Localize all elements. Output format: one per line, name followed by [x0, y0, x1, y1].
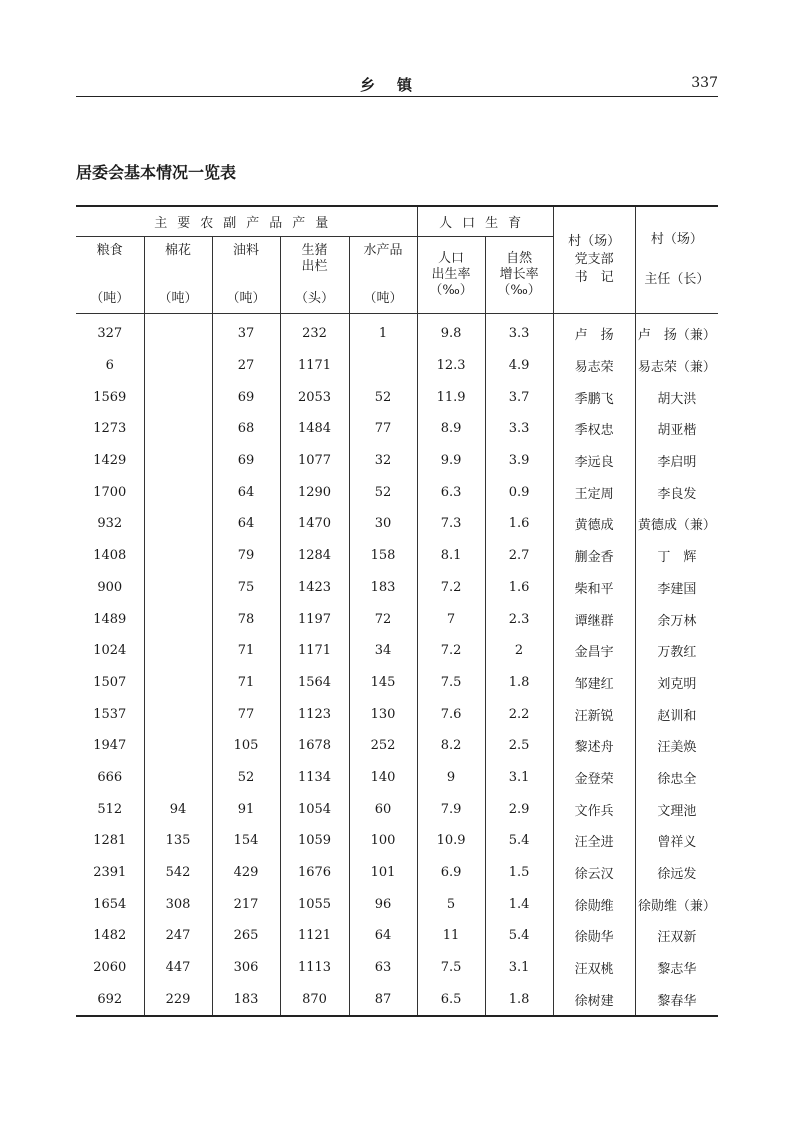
- cell-aquatic: 252: [349, 730, 417, 762]
- table-row: [76, 635, 718, 667]
- col-header-oil: [212, 237, 280, 314]
- cell-pig: 1284: [280, 540, 349, 572]
- cell-birth-rate: 7.2: [417, 635, 485, 667]
- cell-pig: 1484: [280, 413, 349, 445]
- cell-director: 赵训和: [635, 698, 718, 730]
- cell-pig: 1054: [280, 793, 349, 825]
- cell-aquatic: 60: [349, 793, 417, 825]
- cell-secretary: 季权忠: [553, 413, 635, 445]
- cell-cotton: [144, 445, 212, 477]
- col-header-cotton: [144, 237, 212, 314]
- birth-name1: 人口: [438, 251, 465, 266]
- table-row: [76, 508, 718, 540]
- cell-director: 胡亚楷: [635, 413, 718, 445]
- cell-growth-rate: 3.3: [485, 413, 553, 445]
- cell-director: 李良发: [635, 476, 718, 508]
- cell-cotton: 447: [144, 952, 212, 984]
- table-row: [76, 920, 718, 952]
- secretary-line2: 党支部: [574, 252, 614, 267]
- table-row: [76, 793, 718, 825]
- table-row: [76, 762, 718, 794]
- cell-oil: 37: [212, 314, 280, 350]
- cell-growth-rate: 3.9: [485, 445, 553, 477]
- cell-pig: 1676: [280, 857, 349, 889]
- cell-grain: 1281: [76, 825, 144, 857]
- cell-director: 汪美焕: [635, 730, 718, 762]
- cell-director: 刘克明: [635, 667, 718, 699]
- cell-grain: 1507: [76, 667, 144, 699]
- cell-secretary: 汪新锐: [553, 698, 635, 730]
- cell-cotton: [144, 603, 212, 635]
- cell-director: 徐远发: [635, 857, 718, 889]
- cell-grain: 692: [76, 983, 144, 1016]
- cell-director: 李建国: [635, 572, 718, 604]
- cell-aquatic: 158: [349, 540, 417, 572]
- cell-birth-rate: 6.3: [417, 476, 485, 508]
- header-title: 乡镇: [359, 76, 434, 94]
- cell-cotton: [144, 350, 212, 382]
- running-header: [76, 74, 718, 97]
- table-row: [76, 572, 718, 604]
- cell-pig: 1123: [280, 698, 349, 730]
- cell-aquatic: 72: [349, 603, 417, 635]
- table-row: [76, 952, 718, 984]
- cell-pig: 1077: [280, 445, 349, 477]
- cell-grain: 1654: [76, 888, 144, 920]
- growth-name2: 增长率: [499, 267, 539, 282]
- cell-pig: 1423: [280, 572, 349, 604]
- table-row: [76, 445, 718, 477]
- cell-growth-rate: 5.4: [485, 825, 553, 857]
- cell-secretary: 谭继群: [553, 603, 635, 635]
- table-row: [76, 476, 718, 508]
- cell-growth-rate: 2.5: [485, 730, 553, 762]
- cell-aquatic: 1: [349, 314, 417, 350]
- cell-growth-rate: 1.8: [485, 667, 553, 699]
- cell-grain: 6: [76, 350, 144, 382]
- cell-birth-rate: 5: [417, 888, 485, 920]
- neighborhood-committee-table: [76, 205, 718, 1017]
- cell-secretary: 卢 扬: [553, 314, 635, 350]
- cell-pig: 1059: [280, 825, 349, 857]
- cell-birth-rate: 7.6: [417, 698, 485, 730]
- cell-grain: 900: [76, 572, 144, 604]
- cell-growth-rate: 1.4: [485, 888, 553, 920]
- director-line1: 村（场）: [650, 232, 703, 247]
- cell-secretary: 易志荣: [553, 350, 635, 382]
- cell-pig: 1290: [280, 476, 349, 508]
- cell-birth-rate: 9.8: [417, 314, 485, 350]
- cell-aquatic: 87: [349, 983, 417, 1016]
- cell-oil: 77: [212, 698, 280, 730]
- cell-pig: 1171: [280, 350, 349, 382]
- cell-growth-rate: 4.9: [485, 350, 553, 382]
- cell-aquatic: 32: [349, 445, 417, 477]
- birth-name2: 出生率: [431, 267, 471, 282]
- cell-secretary: 邹建红: [553, 667, 635, 699]
- table-row: [76, 983, 718, 1016]
- col-header-birth-rate: [417, 237, 485, 314]
- cell-growth-rate: 2.3: [485, 603, 553, 635]
- cell-pig: 2053: [280, 381, 349, 413]
- cell-oil: 78: [212, 603, 280, 635]
- oil-name: 油料: [232, 243, 259, 258]
- table-row: [76, 603, 718, 635]
- cotton-unit: （吨）: [158, 291, 198, 306]
- aquatic-unit: （吨）: [363, 291, 403, 306]
- cell-birth-rate: 6.9: [417, 857, 485, 889]
- cell-aquatic: 101: [349, 857, 417, 889]
- cell-director: 徐勋维（兼）: [635, 888, 718, 920]
- cell-grain: 1429: [76, 445, 144, 477]
- cell-cotton: [144, 698, 212, 730]
- cell-secretary: 汪全进: [553, 825, 635, 857]
- cell-oil: 64: [212, 508, 280, 540]
- cell-secretary: 黄德成: [553, 508, 635, 540]
- cell-cotton: 247: [144, 920, 212, 952]
- cell-director: 李启明: [635, 445, 718, 477]
- cell-secretary: 徐勋维: [553, 888, 635, 920]
- cell-secretary: 文作兵: [553, 793, 635, 825]
- cell-pig: 1197: [280, 603, 349, 635]
- cell-oil: 217: [212, 888, 280, 920]
- cell-cotton: [144, 667, 212, 699]
- pig-unit: （头）: [294, 291, 334, 306]
- cell-growth-rate: 2.2: [485, 698, 553, 730]
- cell-cotton: [144, 635, 212, 667]
- cell-director: 卢 扬（兼）: [635, 314, 718, 350]
- cell-pig: 1470: [280, 508, 349, 540]
- cell-cotton: [144, 572, 212, 604]
- cell-director: 易志荣（兼）: [635, 350, 718, 382]
- cell-grain: 666: [76, 762, 144, 794]
- cell-birth-rate: 8.9: [417, 413, 485, 445]
- cell-aquatic: 52: [349, 381, 417, 413]
- cell-aquatic: 77: [349, 413, 417, 445]
- table-body: [76, 314, 718, 1017]
- cell-grain: 1273: [76, 413, 144, 445]
- table-row: [76, 381, 718, 413]
- cell-grain: 1947: [76, 730, 144, 762]
- cell-birth-rate: 11: [417, 920, 485, 952]
- cell-aquatic: 63: [349, 952, 417, 984]
- cell-grain: 1489: [76, 603, 144, 635]
- cell-pig: 1055: [280, 888, 349, 920]
- cell-growth-rate: 1.6: [485, 572, 553, 604]
- cell-aquatic: 30: [349, 508, 417, 540]
- cell-growth-rate: 2.7: [485, 540, 553, 572]
- table-title: 居委会基本情况一览表: [76, 163, 237, 182]
- cell-secretary: 金登荣: [553, 762, 635, 794]
- table-row: [76, 857, 718, 889]
- table-row: [76, 540, 718, 572]
- cell-secretary: 徐勋华: [553, 920, 635, 952]
- col-header-pig: [280, 237, 349, 314]
- cell-director: 曾祥义: [635, 825, 718, 857]
- cell-secretary: 季鹏飞: [553, 381, 635, 413]
- grain-unit: （吨）: [90, 291, 130, 306]
- cell-grain: 1569: [76, 381, 144, 413]
- cell-oil: 52: [212, 762, 280, 794]
- cell-cotton: [144, 762, 212, 794]
- cell-cotton: 94: [144, 793, 212, 825]
- cell-growth-rate: 5.4: [485, 920, 553, 952]
- cell-growth-rate: 3.3: [485, 314, 553, 350]
- cell-growth-rate: 1.8: [485, 983, 553, 1016]
- cell-birth-rate: 12.3: [417, 350, 485, 382]
- cell-oil: 71: [212, 635, 280, 667]
- cell-aquatic: 34: [349, 635, 417, 667]
- aquatic-name: 水产品: [363, 243, 403, 258]
- cell-oil: 105: [212, 730, 280, 762]
- table-row: [76, 314, 718, 350]
- cell-cotton: [144, 730, 212, 762]
- cell-aquatic: 130: [349, 698, 417, 730]
- cell-birth-rate: 8.2: [417, 730, 485, 762]
- cell-cotton: 308: [144, 888, 212, 920]
- col-header-growth-rate: [485, 237, 553, 314]
- secretary-line1: 村（场）: [568, 234, 621, 249]
- grain-name: 粮食: [96, 243, 123, 258]
- cell-aquatic: 100: [349, 825, 417, 857]
- cell-grain: 512: [76, 793, 144, 825]
- cell-aquatic: 145: [349, 667, 417, 699]
- cell-growth-rate: 2: [485, 635, 553, 667]
- cell-oil: 69: [212, 381, 280, 413]
- cell-aquatic: 96: [349, 888, 417, 920]
- table-row: [76, 350, 718, 382]
- cell-secretary: 徐树建: [553, 983, 635, 1016]
- group-header-population: 人口生育: [417, 206, 553, 237]
- cell-aquatic: [349, 350, 417, 382]
- cell-grain: 1537: [76, 698, 144, 730]
- cell-cotton: [144, 314, 212, 350]
- cell-cotton: [144, 413, 212, 445]
- table-row: [76, 413, 718, 445]
- cell-cotton: [144, 508, 212, 540]
- secretary-line3: 书 记: [574, 270, 614, 285]
- oil-unit: （吨）: [226, 291, 266, 306]
- cell-oil: 75: [212, 572, 280, 604]
- cell-cotton: 542: [144, 857, 212, 889]
- cell-secretary: 黎述舟: [553, 730, 635, 762]
- cell-secretary: 蒯金香: [553, 540, 635, 572]
- cell-secretary: 柴和平: [553, 572, 635, 604]
- cell-oil: 27: [212, 350, 280, 382]
- cell-birth-rate: 7.5: [417, 952, 485, 984]
- cell-pig: 1564: [280, 667, 349, 699]
- cell-pig: 1171: [280, 635, 349, 667]
- cell-birth-rate: 9: [417, 762, 485, 794]
- cell-pig: 232: [280, 314, 349, 350]
- cell-oil: 429: [212, 857, 280, 889]
- cell-growth-rate: 3.7: [485, 381, 553, 413]
- table-row: [76, 698, 718, 730]
- cell-secretary: 徐云汉: [553, 857, 635, 889]
- cell-growth-rate: 1.6: [485, 508, 553, 540]
- cell-pig: 870: [280, 983, 349, 1016]
- cell-birth-rate: 6.5: [417, 983, 485, 1016]
- col-header-grain: [76, 237, 144, 314]
- cell-secretary: 汪双桃: [553, 952, 635, 984]
- cell-director: 余万林: [635, 603, 718, 635]
- cell-grain: 1482: [76, 920, 144, 952]
- cell-aquatic: 52: [349, 476, 417, 508]
- cell-pig: 1113: [280, 952, 349, 984]
- pig-name1: 生猪: [301, 243, 328, 258]
- table-row: [76, 730, 718, 762]
- cell-birth-rate: 9.9: [417, 445, 485, 477]
- cell-growth-rate: 3.1: [485, 952, 553, 984]
- cell-grain: 1024: [76, 635, 144, 667]
- cell-secretary: 李远良: [553, 445, 635, 477]
- cell-director: 文理池: [635, 793, 718, 825]
- cell-pig: 1134: [280, 762, 349, 794]
- cell-growth-rate: 0.9: [485, 476, 553, 508]
- cell-oil: 64: [212, 476, 280, 508]
- cell-aquatic: 183: [349, 572, 417, 604]
- cell-oil: 183: [212, 983, 280, 1016]
- table-row: [76, 667, 718, 699]
- cell-cotton: 135: [144, 825, 212, 857]
- cell-birth-rate: 10.9: [417, 825, 485, 857]
- cell-pig: 1678: [280, 730, 349, 762]
- cell-oil: 306: [212, 952, 280, 984]
- cell-grain: 1700: [76, 476, 144, 508]
- cell-birth-rate: 11.9: [417, 381, 485, 413]
- cell-growth-rate: 2.9: [485, 793, 553, 825]
- birth-unit: （‰）: [429, 283, 473, 298]
- cell-pig: 1121: [280, 920, 349, 952]
- cell-cotton: [144, 476, 212, 508]
- page-number: 337: [691, 75, 718, 91]
- cell-director: 丁 辉: [635, 540, 718, 572]
- table-row: [76, 888, 718, 920]
- pig-name2: 出栏: [301, 259, 328, 274]
- cell-oil: 91: [212, 793, 280, 825]
- cell-oil: 265: [212, 920, 280, 952]
- table-row: [76, 825, 718, 857]
- cell-cotton: 229: [144, 983, 212, 1016]
- cell-birth-rate: 8.1: [417, 540, 485, 572]
- cell-cotton: [144, 381, 212, 413]
- cell-aquatic: 140: [349, 762, 417, 794]
- cell-director: 万教红: [635, 635, 718, 667]
- growth-name1: 自然: [506, 251, 533, 266]
- cell-director: 黎春华: [635, 983, 718, 1016]
- cell-growth-rate: 3.1: [485, 762, 553, 794]
- col-header-director: [635, 206, 718, 314]
- cell-aquatic: 64: [349, 920, 417, 952]
- growth-unit: （‰）: [497, 283, 541, 298]
- cell-director: 黄德成（兼）: [635, 508, 718, 540]
- col-header-secretary: [553, 206, 635, 314]
- cotton-name: 棉花: [164, 243, 191, 258]
- cell-oil: 154: [212, 825, 280, 857]
- cell-grain: 2060: [76, 952, 144, 984]
- cell-oil: 79: [212, 540, 280, 572]
- cell-birth-rate: 7.9: [417, 793, 485, 825]
- cell-grain: 2391: [76, 857, 144, 889]
- cell-birth-rate: 7.5: [417, 667, 485, 699]
- cell-oil: 69: [212, 445, 280, 477]
- cell-director: 胡大洪: [635, 381, 718, 413]
- cell-secretary: 金昌宇: [553, 635, 635, 667]
- cell-grain: 932: [76, 508, 144, 540]
- cell-grain: 1408: [76, 540, 144, 572]
- cell-director: 黎志华: [635, 952, 718, 984]
- cell-cotton: [144, 540, 212, 572]
- cell-oil: 68: [212, 413, 280, 445]
- cell-birth-rate: 7: [417, 603, 485, 635]
- cell-growth-rate: 1.5: [485, 857, 553, 889]
- cell-director: 徐忠全: [635, 762, 718, 794]
- cell-director: 汪双新: [635, 920, 718, 952]
- cell-birth-rate: 7.3: [417, 508, 485, 540]
- cell-birth-rate: 7.2: [417, 572, 485, 604]
- director-line2: 主任（长）: [644, 272, 710, 287]
- group-header-agri: 主要农副产品产量: [76, 206, 417, 237]
- cell-secretary: 王定周: [553, 476, 635, 508]
- cell-oil: 71: [212, 667, 280, 699]
- cell-grain: 327: [76, 314, 144, 350]
- col-header-aquatic: [349, 237, 417, 314]
